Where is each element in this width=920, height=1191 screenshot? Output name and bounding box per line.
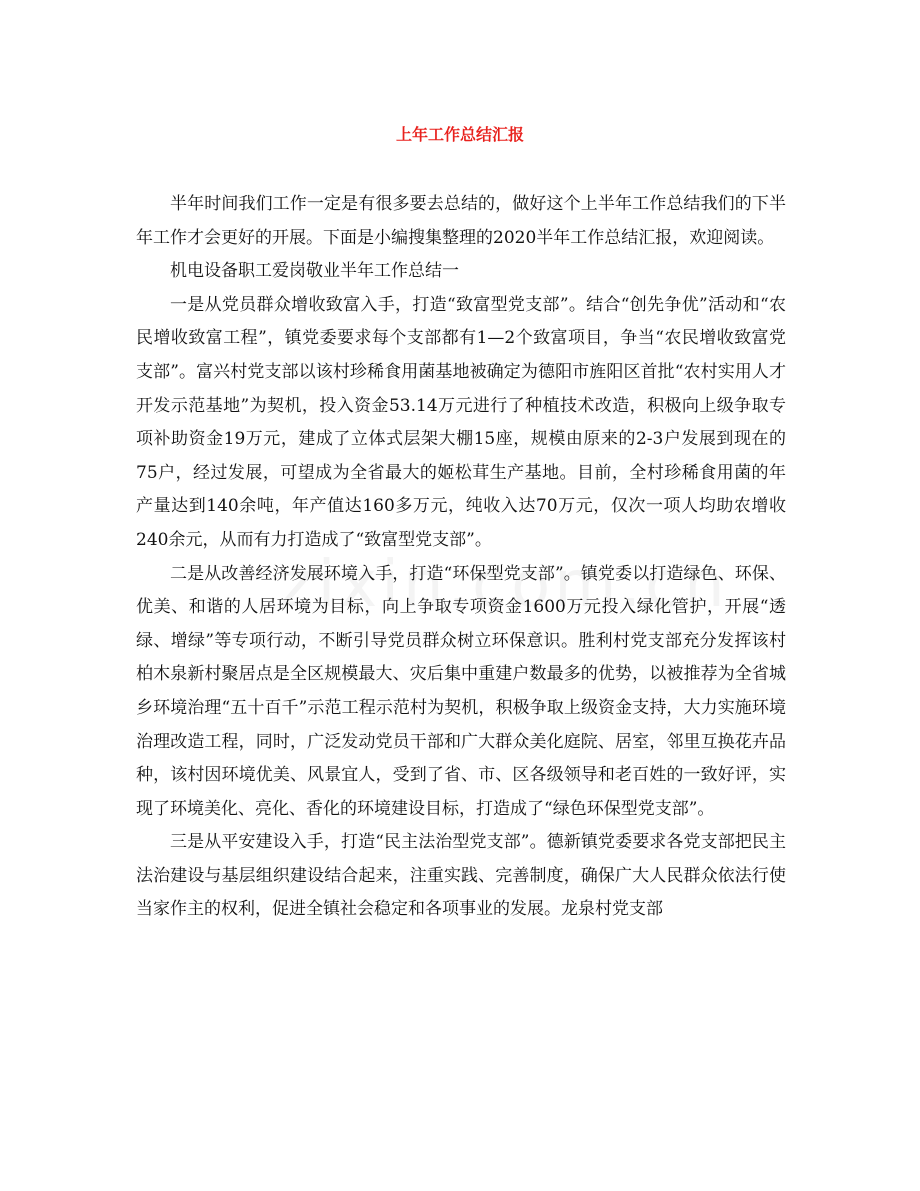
- intro-paragraph: 半年时间我们工作一定是有很多要去总结的，做好这个上半年工作总结我们的下半年工作才会更好的开展。下面是小编搜集整理的2020半年工作总结汇报，欢迎阅读。: [136, 194, 786, 248]
- body-paragraph: 一是从党员群众增收致富入手，打造“致富型党支部”。结合“创先争优”活动和“农民增收致富工程”，镇党委要求每个支部都有1—2个致富项目，争当“农民增收致富党支部”。富兴村党支部以该村珍稀食用菌基地被确定为德阳市旌阳区首批“农村实用人才开发示范基地”为契机，投入资金53.14万元进行了种植技术改造，积极向上级争取专项补助资金19万元，建成了立体式层架大棚15座，规模由原来的2-3户发展到现在的75户，经过发展，可望成为全省最大的姬松茸生产基地。目前，全村珍稀食用菌的年产量达到140余吨，年产值达160多万元，纯收入达70万元，仅次一项人均助农增收240余元，从而有力打造成了“致富型党支部”。: [136, 294, 786, 550]
- document-body: [136, 188, 786, 927]
- body-paragraph: 三是从平安建设入手，打造“民主法治型党支部”。德新镇党委要求各党支部把民主法治建设与基层组织建设结合起来，注重实践、完善制度，确保广大人民群众依法行使当家作主的权利，促进全镇社会稳定和各项事业的发展。龙泉村党支部: [136, 832, 786, 920]
- document-title: 上年工作总结汇报: [395, 125, 524, 144]
- section-heading: 机电设备职工爱岗敬业半年工作总结一: [170, 261, 459, 282]
- body-paragraph: 二是从改善经济发展环境入手，打造“环保型党支部”。镇党委以打造绿色、环保、优美、和谐的人居环境为目标，向上争取专项资金1600万元投入绿化管护，开展“透绿、增绿”等专项行动，不断引导党员群众树立环保意识。胜利村党支部充分发挥该村柏木泉新村聚居点是全区规模最大、灾后集中重建户数最多的优势，以被推荐为全省城乡环境治理“五十百千”示范工程示范村为契机，积极争取上级资金支持，大力实施环境治理改造工程，同时，广泛发动党员干部和广大群众美化庭院、居室，邻里互换花卉品种，该村因环境优美、风景宜人，受到了省、市、区各级领导和老百姓的一致好评，实现了环境美化、亮化、香化的环境建设目标，打造成了“绿色环保型党支部”。: [136, 563, 786, 819]
